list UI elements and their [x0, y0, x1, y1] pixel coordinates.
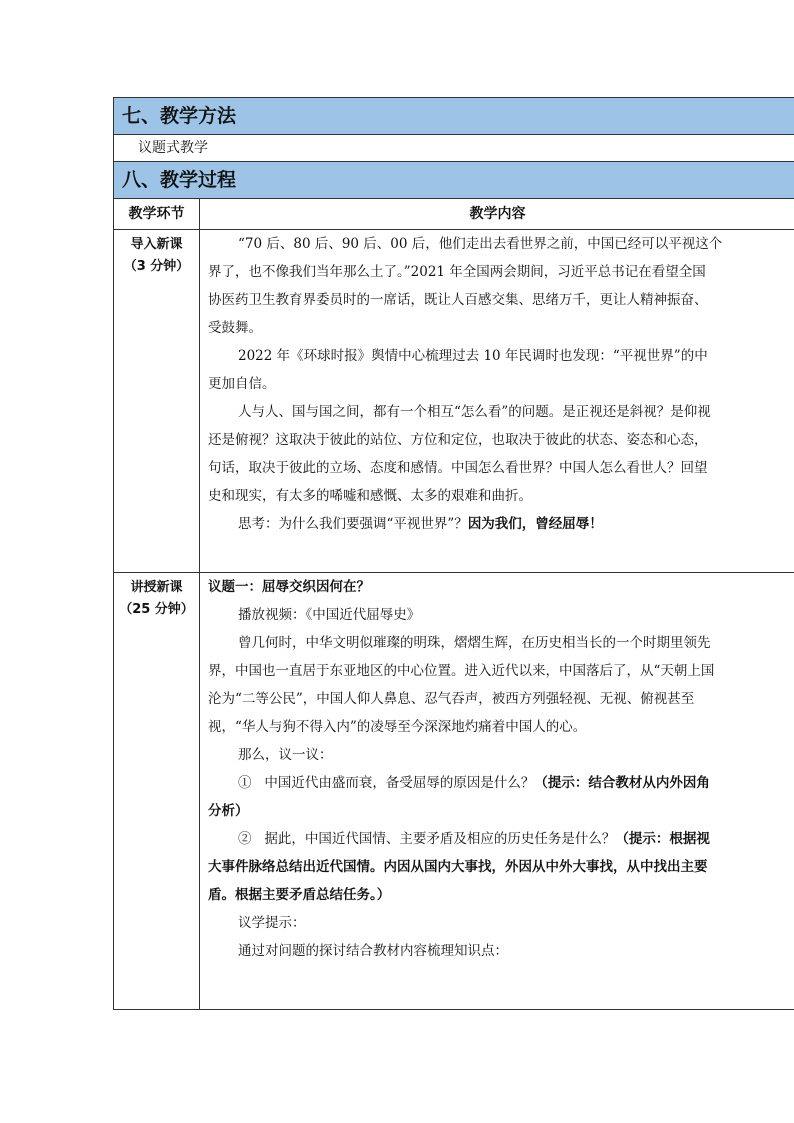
table-header-row [114, 199, 794, 230]
topic-1-title: 议题一：屈辱交织因何在？ [208, 579, 370, 595]
think-question: 思考：为什么我们要强调“平视世界”？ [238, 516, 468, 532]
section-7-heading: 七、教学方法 [114, 98, 794, 135]
header-content: 教学内容 [469, 206, 526, 222]
question-2 [208, 825, 794, 853]
intro-line: 界了，也不像我们当年那么土了。”2021 年全国两会期间，习近平总书记在看望全国 [208, 264, 706, 280]
lecture-line: 沦为“二等公民”，中国人仰人鼻息、忍气吞声，被西方列强轻视、无视、俯视甚至 [208, 691, 695, 707]
intro-line: 2022 年《环球时报》舆情中心梳理过去 10 年民调时也发现：“平视世界”的中 [238, 348, 708, 364]
question-1-hint-cont: 分析） [208, 803, 249, 819]
lecture-line: 曾几何时，中华文明似璀璨的明珠，熠熠生辉，在历史相当长的一个时期里领先 [238, 635, 711, 651]
think-answer: 因为我们，曾经屈辱！ [467, 516, 603, 532]
intro-line: 受鼓舞。 [208, 320, 262, 336]
intro-think-line [208, 510, 794, 538]
video-line: 播放视频：《中国近代屈辱史》 [238, 607, 421, 623]
question-2-hint-cont: 大事件脉络总结出近代国情。内因从国内大事找，外因从中外大事找，从中找出主要 [208, 859, 708, 875]
question-2-hint: （提示：根据视 [615, 831, 710, 847]
table-row-lecture [114, 573, 794, 1010]
question-2-hint-end: 盾。根据主要矛盾总结任务。） [208, 887, 391, 903]
question-1-text: 中国近代由盛而衰，备受屈辱的原因是什么？ [264, 775, 535, 791]
content-cell-lecture [200, 573, 794, 1009]
lecture-line: 界，中国也一直居于东亚地区的中心位置。进入近代以来，中国落后了，从“天朝上国 [208, 663, 715, 679]
stage-name: 讲授新课 [130, 580, 183, 595]
table-row-intro [114, 230, 794, 573]
stage-time: （3 分钟） [123, 259, 190, 274]
teaching-method-text: 议题式教学 [114, 135, 794, 162]
intro-line: 还是俯视？这取决于彼此的站位、方位和定位，也取决于彼此的状态、姿态和心态， [208, 432, 708, 448]
intro-line: 协医药卫生教育界委员时的一席话，既让人百感交集、思绪万千，更让人精神振奋、 [208, 292, 708, 308]
stage-cell-lecture [114, 573, 200, 1009]
lecture-line: 视，“华人与狗不得入内”的凌辱至今深深地灼痛着中国人的心。 [208, 719, 587, 735]
tip-body: 通过对问题的探讨结合教材内容梳理知识点： [238, 943, 508, 959]
question-1-hint: （提示：结合教材从内外因角 [534, 775, 710, 791]
lesson-plan-table [113, 97, 794, 1010]
content-cell-intro [200, 230, 794, 572]
section-8-heading: 八、教学过程 [114, 162, 794, 199]
stage-time: （25 分钟） [119, 602, 194, 617]
intro-line: 人与人、国与国之间，都有一个相互“怎么看”的问题。是正视还是斜视？是仰视 [238, 404, 711, 420]
question-1 [208, 769, 794, 797]
tip-title: 议学提示： [238, 915, 306, 931]
intro-line: 更加自信。 [208, 376, 276, 392]
stage-name: 导入新课 [130, 237, 183, 252]
question-1-number: ① [238, 775, 252, 791]
intro-line: 史和现实，有太多的唏嘘和感慨、太多的艰难和曲折。 [208, 488, 532, 504]
discuss-line: 那么，议一议： [238, 747, 333, 763]
stage-cell-intro [114, 230, 200, 572]
intro-line: “70 后、80 后、90 后、00 后，他们走出去看世界之前，中国已经可以平视这个 [238, 236, 723, 252]
intro-line: 句话，取决于彼此的立场、态度和感情。中国怎么看世界？中国人怎么看世人？回望 [208, 460, 708, 476]
header-stage: 教学环节 [114, 199, 200, 229]
question-2-number: ② [238, 831, 252, 847]
question-2-text: 据此，中国近代国情、主要矛盾及相应的历史任务是什么？ [264, 831, 616, 847]
